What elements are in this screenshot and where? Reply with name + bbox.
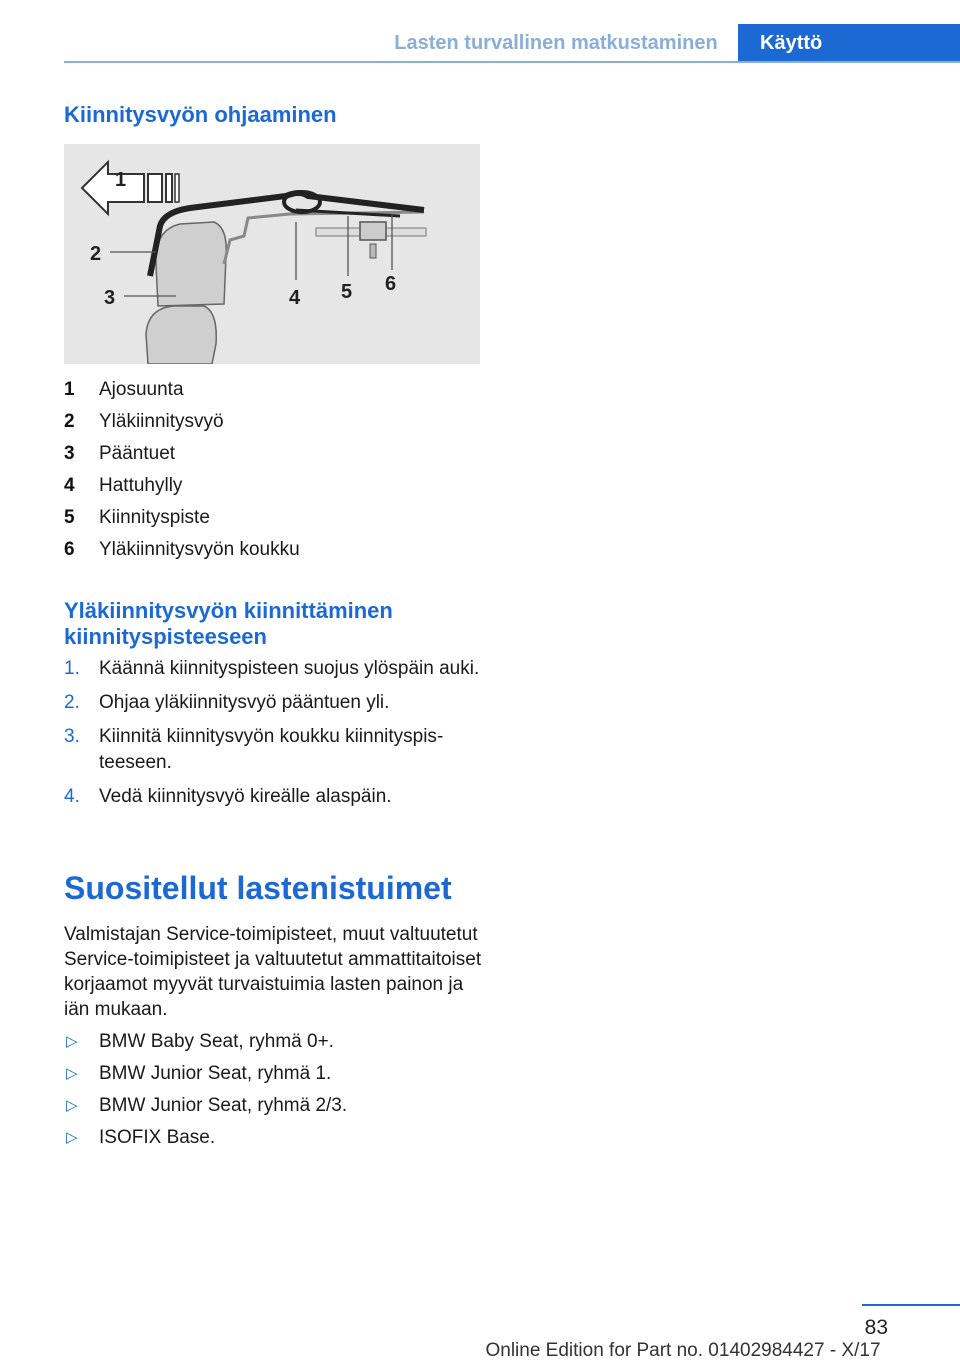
attach-steps-list bbox=[64, 656, 484, 818]
step-item bbox=[64, 784, 484, 810]
header-rule bbox=[64, 61, 960, 63]
heading-recommended-seats: Suositellut lastenistuimet bbox=[64, 870, 452, 906]
legend-number: 6 bbox=[64, 539, 75, 560]
heading-attach-tether: Yläkiinnitysvyön kiinnittäminen kiinnityspisteeseen bbox=[64, 598, 393, 649]
legend-text: Ajosuunta bbox=[99, 379, 184, 400]
legend-text: Kiinnityspiste bbox=[99, 507, 210, 528]
step-item bbox=[64, 724, 484, 776]
figure-label-2: 2 bbox=[90, 243, 102, 265]
header-chapter-tab: Käyttö bbox=[738, 24, 960, 62]
legend-number: 4 bbox=[64, 475, 75, 496]
direction-arrow-icon bbox=[82, 162, 179, 214]
step-item bbox=[64, 690, 484, 716]
legend-number: 1 bbox=[64, 379, 75, 400]
step-text: Kiinnitä kiinnitysvyön koukku kiinnityspisteeseen. bbox=[99, 726, 444, 773]
list-item-text: BMW Junior Seat, ryhmä 2/3. bbox=[99, 1095, 348, 1116]
legend-text: Hattuhylly bbox=[99, 475, 183, 496]
step-number: 4. bbox=[64, 786, 80, 807]
list-item-text: ISOFIX Base. bbox=[99, 1127, 216, 1148]
list-item bbox=[64, 1124, 484, 1156]
step-number: 1. bbox=[64, 658, 80, 679]
step-item bbox=[64, 656, 484, 682]
footer-edition-text: Online Edition for Part no. 01402984427 - X/17 bbox=[485, 1340, 881, 1361]
recommended-seats-list bbox=[64, 1028, 484, 1156]
list-item-text: BMW Junior Seat, ryhmä 1. bbox=[99, 1063, 332, 1084]
triangle-bullet-icon: ▷ bbox=[66, 1065, 78, 1082]
step-number: 3. bbox=[64, 726, 80, 747]
step-text: Ohjaa yläkiinnitysvyö pääntuen yli. bbox=[99, 692, 390, 713]
page-number: 83 bbox=[864, 1316, 888, 1339]
step-text: Käännä kiinnityspisteen suojus ylöspäin auki. bbox=[99, 658, 480, 679]
parcel-shelf-shape bbox=[224, 212, 424, 264]
figure-legend bbox=[64, 376, 484, 568]
header-section-title: Lasten turvallinen matkustaminen bbox=[394, 32, 718, 54]
triangle-bullet-icon: ▷ bbox=[66, 1097, 78, 1114]
legend-item bbox=[64, 376, 484, 408]
triangle-bullet-icon: ▷ bbox=[66, 1033, 78, 1050]
legend-item bbox=[64, 536, 484, 568]
heading-belt-routing: Kiinnitysvyön ohjaaminen bbox=[64, 102, 337, 127]
legend-item bbox=[64, 408, 484, 440]
legend-item bbox=[64, 504, 484, 536]
legend-number: 2 bbox=[64, 411, 75, 432]
figure-label-3: 3 bbox=[104, 287, 116, 309]
figure-label-6: 6 bbox=[385, 273, 397, 295]
legend-item bbox=[64, 472, 484, 504]
legend-number: 5 bbox=[64, 507, 75, 528]
legend-item bbox=[64, 440, 484, 472]
step-number: 2. bbox=[64, 692, 80, 713]
headrest-shape bbox=[156, 222, 226, 306]
figure-label-5: 5 bbox=[341, 281, 353, 303]
legend-number: 3 bbox=[64, 443, 75, 464]
list-item-text: BMW Baby Seat, ryhmä 0+. bbox=[99, 1031, 334, 1052]
list-item bbox=[64, 1092, 484, 1124]
figure-label-1: 1 bbox=[115, 169, 127, 191]
triangle-bullet-icon: ▷ bbox=[66, 1129, 78, 1146]
footer-rule bbox=[862, 1304, 960, 1306]
step-text: Vedä kiinnitysvyö kireälle alaspäin. bbox=[99, 786, 392, 807]
belt-routing-illustration bbox=[64, 144, 480, 364]
list-item bbox=[64, 1060, 484, 1092]
list-item bbox=[64, 1028, 484, 1060]
seat-back-shape bbox=[146, 306, 216, 364]
legend-text: Yläkiinnitysvyö bbox=[99, 411, 224, 432]
intro-paragraph: Valmistajan Service-toimipisteet, muut valtuutetut Service-toimipisteet ja valtuutetut ammattitaitoiset korjaamot myyvät turvaistuimia lasten painon ja iän mukaan. bbox=[64, 924, 482, 1020]
legend-text: Yläkiinnitysvyön koukku bbox=[99, 539, 300, 560]
page-header bbox=[0, 24, 960, 64]
belt-routing-figure bbox=[64, 144, 480, 364]
legend-text: Pääntuet bbox=[99, 443, 176, 464]
figure-label-4: 4 bbox=[289, 287, 301, 309]
